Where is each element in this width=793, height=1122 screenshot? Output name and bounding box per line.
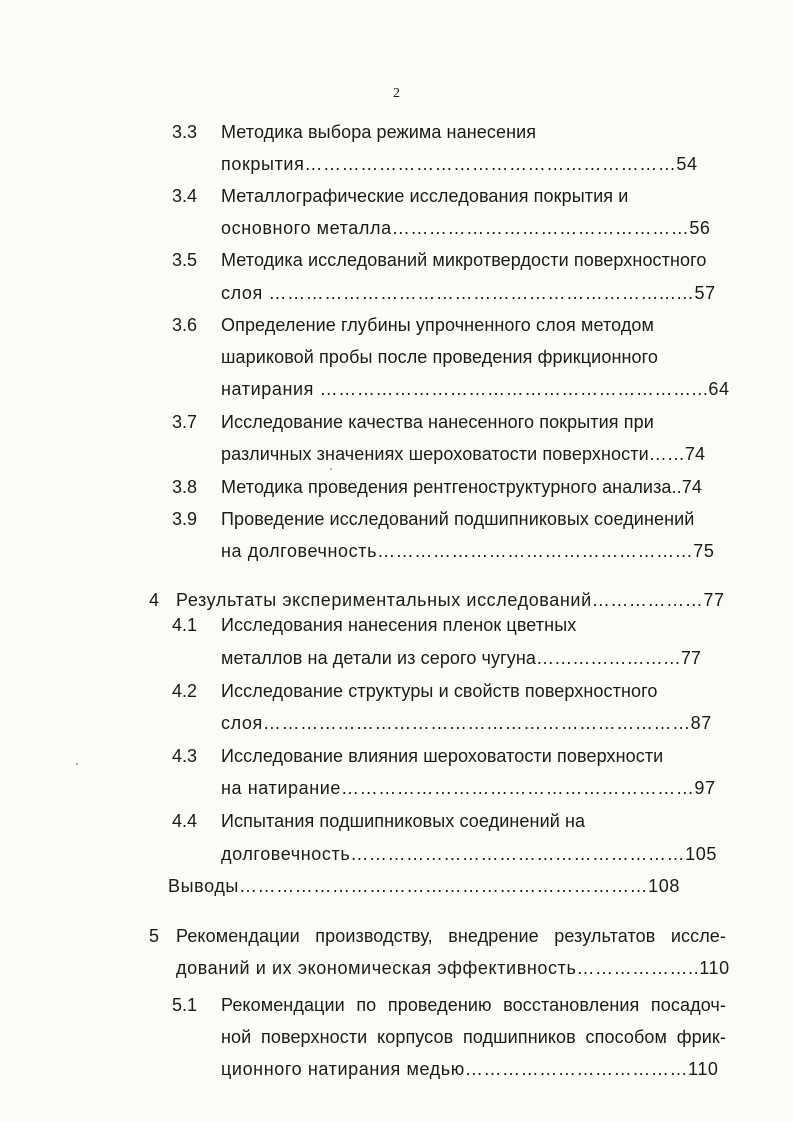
- page-number: 2: [393, 86, 400, 101]
- toc-entry-number: 5.1: [172, 995, 198, 1015]
- toc-entry-title: Исследования нанесения пленок цветных: [221, 615, 577, 635]
- toc-entry-title-continued: слоя ………………………………………………………...…57: [221, 283, 716, 303]
- toc-entry-number: 4.3: [172, 746, 198, 766]
- toc-entry-number: 3.7: [172, 412, 198, 432]
- toc-section-number: 4: [149, 590, 160, 610]
- toc-entry-title-continued: покрытия……………………………………………………54: [221, 154, 698, 174]
- toc-entry-title-continued: ционного натирания медью………………………………110: [221, 1059, 719, 1079]
- toc-section-number: 5: [149, 926, 160, 946]
- toc-entry-number: 3.9: [172, 509, 198, 529]
- toc-entry-number: 3.6: [172, 315, 198, 335]
- toc-entry-number: 3.3: [172, 122, 198, 142]
- toc-entry-title-continued: на натирание…………………………………………………97: [221, 778, 716, 798]
- toc-entry-title: Проведение исследований подшипниковых соединений: [221, 509, 695, 529]
- scan-speck: [330, 468, 332, 470]
- toc-entry-title: Металлографические исследования покрытия и: [221, 186, 629, 206]
- toc-entry-title: Исследование качества нанесенного покрытия при: [221, 412, 654, 432]
- toc-section-title-continued: дований и их экономическая эффективность………………..110: [176, 958, 730, 978]
- toc-entry-title: Испытания подшипниковых соединений на: [221, 811, 586, 831]
- toc-entry-title-continued: долговечность………………………………………………105: [221, 844, 717, 864]
- toc-entry-title-continued: на долговечность……………………………………………75: [221, 541, 715, 561]
- toc-entry-title-continued: металлов на детали из серого чугуна……………………77: [221, 648, 702, 668]
- toc-section-title: Рекомендации производству, внедрение результатов иссле-: [176, 926, 726, 946]
- toc-entry-title-continued: ной поверхности корпусов подшипников способом фрик-: [221, 1027, 726, 1047]
- toc-entry-title: Определение глубины упрочненного слоя методом: [221, 315, 655, 335]
- toc-section-title: Результаты экспериментальных исследований………………77: [176, 590, 725, 610]
- toc-entry-number: 3.8: [172, 477, 198, 497]
- toc-conclusions: Выводы…………………………………………………………108: [168, 876, 680, 896]
- toc-entry-title-continued: слоя……………………………………………………………87: [221, 713, 712, 733]
- toc-entry-title: Исследование структуры и свойств поверхностного: [221, 681, 658, 701]
- toc-entry-title: Методика исследований микротвердости поверхностного: [221, 250, 707, 270]
- toc-entry-title: Исследование влияния шероховатости поверхности: [221, 746, 664, 766]
- toc-entry-title-continued: шариковой пробы после проведения фрикционного: [221, 347, 659, 367]
- toc-entry-number: 3.4: [172, 186, 198, 206]
- toc-entry-title-continued: основного металла…………………………………………56: [221, 218, 711, 238]
- toc-entry-number: 4.1: [172, 615, 198, 635]
- toc-entry-title: Методика выбора режима нанесения: [221, 122, 537, 142]
- toc-entry-title-continued: различных значениях шероховатости поверхности……74: [221, 444, 706, 464]
- scan-speck: [76, 763, 78, 765]
- toc-entry-number: 4.4: [172, 811, 198, 831]
- toc-entry-title: Методика проведения рентгеноструктурного анализа..74: [221, 477, 702, 497]
- toc-entry-number: 3.5: [172, 250, 198, 270]
- toc-entry-number: 4.2: [172, 681, 198, 701]
- toc-entry-title-continued: натирания ……………………………………………………...64: [221, 379, 730, 399]
- toc-entry-title: Рекомендации по проведению восстановления посадоч-: [221, 995, 726, 1015]
